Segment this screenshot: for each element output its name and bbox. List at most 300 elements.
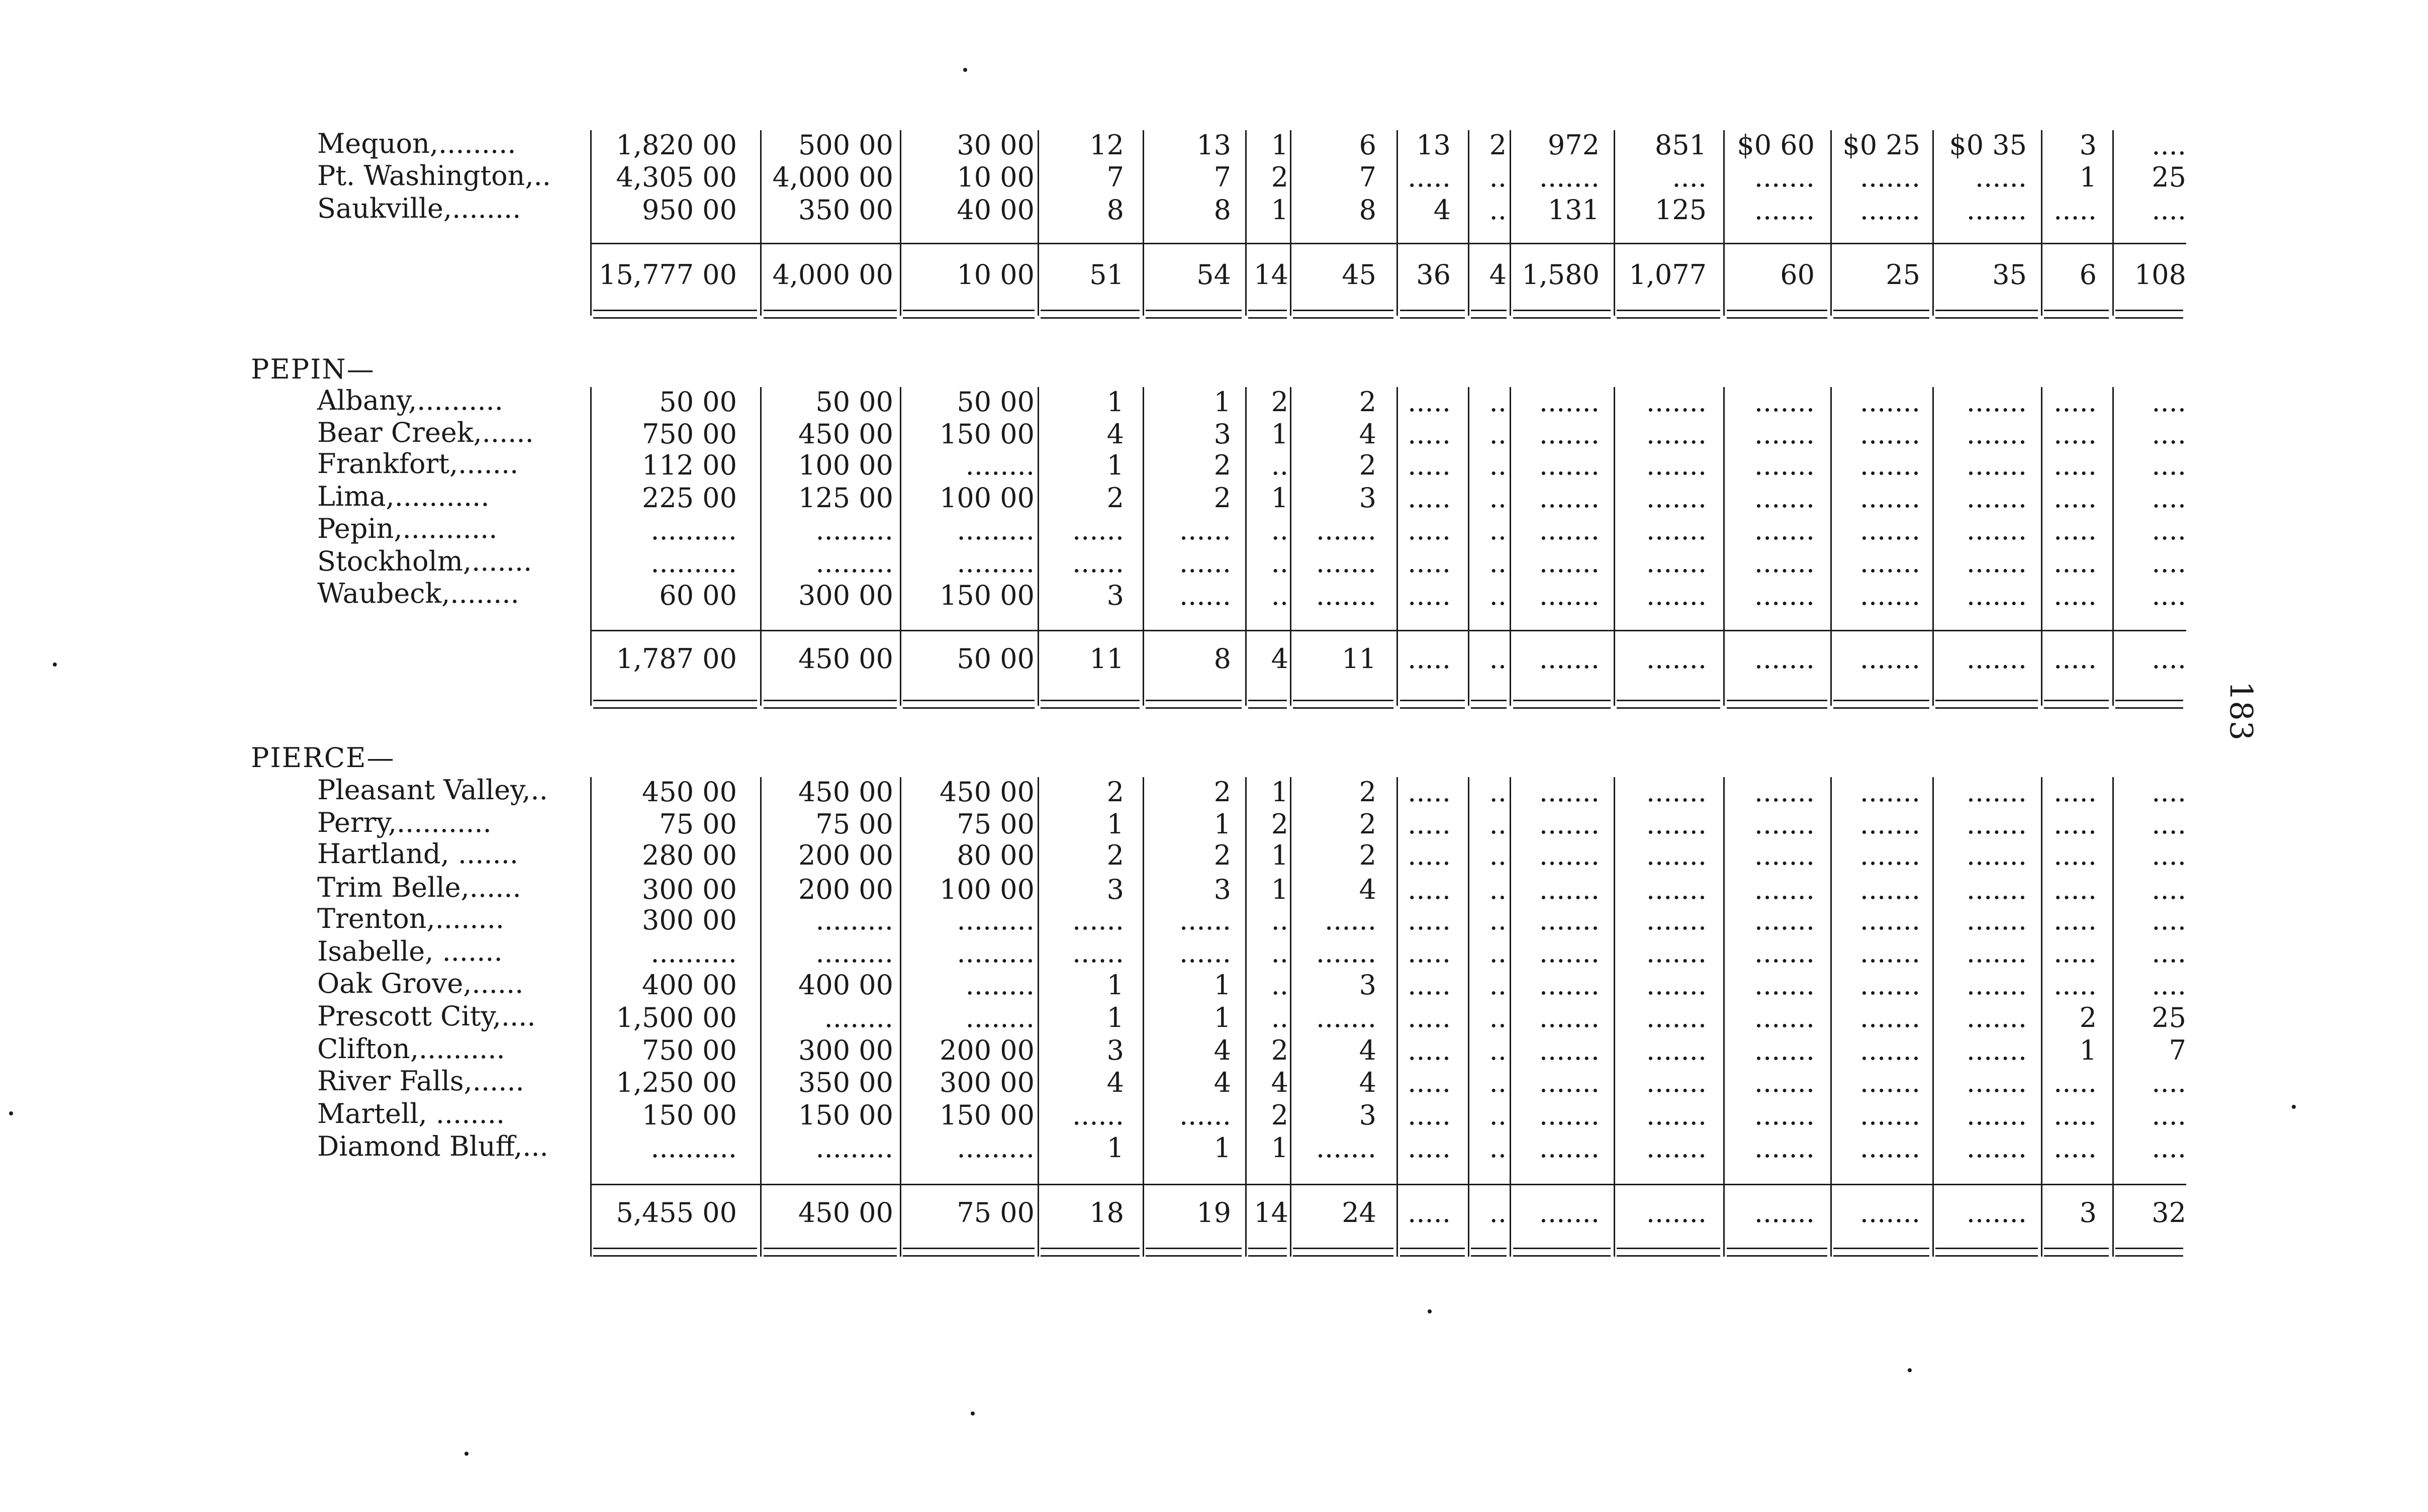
table-cell: ........	[965, 969, 1035, 1001]
table-cell: .......	[1646, 1099, 1707, 1131]
table-cell: .....	[1408, 449, 1451, 481]
table-cell: .......	[1539, 937, 1600, 969]
table-cell: 2	[1359, 776, 1376, 808]
ink-speck	[1908, 1368, 1912, 1372]
table-cell: .......	[1646, 839, 1707, 871]
table-cell: 450 00	[798, 418, 893, 450]
table-cell: .......	[1646, 1132, 1707, 1164]
double-rule-bottom	[1400, 1255, 1465, 1257]
table-cell: .......	[1754, 580, 1815, 611]
double-rule-bottom	[764, 1255, 897, 1257]
table-cell: .......	[1754, 874, 1815, 905]
table-cell: ..........	[650, 514, 737, 546]
table-cell: .......	[1966, 969, 2027, 1001]
table-cell: .......	[1316, 580, 1376, 611]
double-rule-top	[1041, 700, 1140, 701]
table-cell: .......	[1754, 482, 1815, 514]
table-cell: 8	[1213, 643, 1231, 675]
double-rule-bottom	[764, 707, 897, 709]
table-cell: .......	[1754, 1034, 1815, 1066]
table-cell: .......	[1754, 449, 1815, 481]
table-cell: 2	[1213, 482, 1231, 514]
row-label: Albany,..........	[317, 385, 503, 416]
double-rule-bottom	[2044, 707, 2109, 709]
double-rule-top	[1833, 1248, 1929, 1249]
column-rule	[2041, 130, 2042, 316]
table-cell: 11	[1089, 643, 1124, 675]
table-cell: .......	[1859, 449, 1920, 481]
double-rule-top	[1471, 700, 1507, 701]
double-rule-bottom	[1513, 1255, 1611, 1257]
table-cell: .......	[1646, 514, 1707, 546]
double-rule-bottom	[1471, 317, 1507, 319]
double-rule-top	[593, 1248, 757, 1249]
column-rule	[1038, 130, 1039, 316]
table-cell: .......	[1966, 839, 2027, 871]
column-rule	[1614, 130, 1615, 316]
table-cell: .......	[1859, 874, 1920, 905]
table-cell: 4	[1271, 643, 1288, 675]
column-rule	[1143, 130, 1144, 316]
double-rule-top	[1617, 700, 1720, 701]
table-cell: .....	[2053, 937, 2097, 969]
table-cell: .....	[2053, 776, 2097, 808]
column-rule	[590, 130, 592, 316]
table-cell: 32	[2152, 1197, 2186, 1228]
double-rule-top	[1617, 310, 1720, 311]
table-cell: 300 00	[798, 1034, 893, 1066]
column-rule	[900, 777, 901, 1257]
row-label: Pleasant Valley,..	[317, 774, 548, 806]
table-cell: .......	[1646, 874, 1707, 905]
table-cell: .......	[1859, 1067, 1920, 1098]
table-cell: .....	[1408, 418, 1451, 450]
table-cell: ......	[1179, 937, 1231, 969]
table-cell: 300 00	[642, 904, 737, 936]
double-rule-bottom	[1471, 707, 1507, 709]
column-rule	[1396, 387, 1398, 706]
table-cell: 75 00	[957, 1197, 1035, 1228]
table-cell: .......	[1539, 580, 1600, 611]
table-cell: .......	[1966, 1099, 2027, 1131]
table-cell: .......	[1646, 643, 1707, 675]
row-label: Trenton,........	[317, 903, 505, 934]
table-cell: .........	[957, 904, 1035, 936]
double-rule-top	[593, 700, 757, 701]
table-cell: .....	[1408, 1002, 1451, 1033]
table-cell: .......	[1754, 937, 1815, 969]
table-cell: 45	[1342, 259, 1376, 291]
double-rule-top	[764, 310, 897, 311]
table-cell: ..........	[650, 547, 737, 579]
table-cell: .......	[1646, 1067, 1707, 1098]
double-rule-top	[1400, 700, 1465, 701]
table-cell: .....	[1408, 161, 1451, 193]
double-rule-top	[1513, 1248, 1611, 1249]
double-rule-bottom	[1248, 707, 1287, 709]
table-cell: 950 00	[642, 194, 737, 226]
table-cell: ..	[1271, 937, 1288, 969]
table-cell: .......	[1859, 418, 1920, 450]
column-rule	[900, 387, 901, 706]
double-rule-top	[593, 310, 757, 311]
double-rule-bottom	[764, 317, 897, 319]
row-label: Stockholm,.......	[317, 545, 532, 577]
double-rule-top	[1471, 310, 1507, 311]
table-cell: .......	[1539, 839, 1600, 871]
ink-speck	[53, 663, 57, 667]
table-cell: 150 00	[940, 418, 1035, 450]
section-title-pierce: PIERCE—	[251, 742, 395, 774]
table-cell: .....	[1408, 547, 1451, 579]
table-cell: 450 00	[940, 776, 1035, 808]
table-cell: .....	[1408, 1197, 1451, 1228]
row-label: Saukville,........	[317, 193, 521, 224]
row-label: River Falls,......	[317, 1065, 524, 1097]
column-rule	[1038, 777, 1039, 1257]
table-cell: .....	[2053, 1099, 2097, 1131]
table-cell: .......	[1966, 580, 2027, 611]
table-cell: .......	[1646, 937, 1707, 969]
table-cell: 75 00	[815, 808, 893, 840]
section-title-pepin: PEPIN—	[251, 353, 375, 385]
table-cell: .......	[1966, 808, 2027, 840]
table-cell: .....	[1408, 482, 1451, 514]
table-cell: ......	[1072, 547, 1124, 579]
table-cell: .......	[1859, 808, 1920, 840]
table-cell: .......	[1859, 839, 1920, 871]
table-cell: .......	[1539, 643, 1600, 675]
table-cell: 450 00	[798, 643, 893, 675]
table-cell: .....	[2053, 808, 2097, 840]
table-cell: 450 00	[798, 776, 893, 808]
column-rule	[1830, 387, 1832, 706]
table-cell: .....	[1408, 1034, 1451, 1066]
row-label: Pepin,...........	[317, 513, 498, 544]
table-cell: .......	[1646, 482, 1707, 514]
table-cell: 2	[1213, 449, 1231, 481]
table-cell: .....	[1408, 904, 1451, 936]
column-rule	[1510, 387, 1511, 706]
table-cell: .........	[815, 1132, 893, 1164]
table-cell: 1	[1271, 418, 1288, 450]
table-cell: .......	[1754, 839, 1815, 871]
table-cell: 1	[1106, 969, 1124, 1001]
table-cell: .....	[2053, 839, 2097, 871]
table-cell: 112 00	[642, 449, 737, 481]
column-rule	[2041, 777, 2042, 1257]
table-cell: ....	[2152, 580, 2186, 611]
table-cell: 10 00	[957, 259, 1035, 291]
table-cell: .....	[2053, 904, 2097, 936]
table-cell: 150 00	[940, 580, 1035, 611]
table-cell: ..	[1489, 969, 1507, 1001]
table-cell: 280 00	[642, 839, 737, 871]
table-cell: ....	[2152, 449, 2186, 481]
table-cell: 200 00	[798, 874, 893, 905]
ink-speck	[1428, 1309, 1432, 1313]
double-rule-bottom	[903, 1255, 1035, 1257]
table-cell: ....	[2152, 643, 2186, 675]
row-label: Prescott City,....	[317, 1000, 536, 1032]
double-rule-bottom	[903, 707, 1035, 709]
table-cell: ....	[2152, 514, 2186, 546]
double-rule-bottom	[2044, 317, 2109, 319]
table-cell: 50 00	[957, 643, 1035, 675]
table-cell: .......	[1966, 1067, 2027, 1098]
table-cell: ....	[2152, 969, 2186, 1001]
table-cell: .......	[1539, 514, 1600, 546]
double-rule-top	[1146, 1248, 1242, 1249]
table-cell: 125	[1654, 194, 1707, 226]
table-cell: .......	[1539, 1099, 1600, 1131]
table-cell: .....	[1408, 839, 1451, 871]
table-cell: .......	[1316, 514, 1376, 546]
table-cell: ..	[1489, 418, 1507, 450]
table-cell: .......	[1754, 1067, 1815, 1098]
table-cell: .......	[1754, 643, 1815, 675]
table-cell: .......	[1859, 386, 1920, 418]
double-rule-bottom	[1617, 317, 1720, 319]
table-cell: ......	[1179, 514, 1231, 546]
column-rule	[1614, 777, 1615, 1257]
double-rule-top	[1471, 1248, 1507, 1249]
table-cell: 1	[1213, 386, 1231, 418]
table-cell: 25	[1886, 259, 1920, 291]
table-cell: .......	[1859, 1197, 1920, 1228]
table-cell: .......	[1539, 969, 1600, 1001]
table-cell: .....	[1408, 937, 1451, 969]
table-cell: 1	[1271, 129, 1288, 161]
table-cell: .......	[1754, 1002, 1815, 1033]
table-cell: ..	[1489, 161, 1507, 193]
table-cell: 8	[1213, 194, 1231, 226]
table-cell: .........	[957, 1132, 1035, 1164]
double-rule-bottom	[1727, 1255, 1827, 1257]
table-cell: 50 00	[957, 386, 1035, 418]
table-cell: .......	[1539, 386, 1600, 418]
table-cell: 1	[1271, 482, 1288, 514]
subtotal-rule	[590, 243, 2186, 244]
table-cell: .......	[1539, 418, 1600, 450]
table-cell: .....	[1408, 1132, 1451, 1164]
table-cell: ......	[1179, 547, 1231, 579]
table-cell: 13	[1416, 129, 1451, 161]
table-cell: 4	[1359, 1034, 1376, 1066]
table-cell: 14	[1254, 259, 1288, 291]
double-rule-bottom	[2115, 1255, 2183, 1257]
table-cell: .......	[1966, 449, 2027, 481]
table-cell: .......	[1859, 904, 1920, 936]
double-rule-bottom	[1293, 1255, 1393, 1257]
double-rule-bottom	[1727, 317, 1827, 319]
table-cell: ..	[1489, 776, 1507, 808]
table-cell: .....	[1408, 386, 1451, 418]
table-cell: .......	[1754, 547, 1815, 579]
table-cell: .......	[1646, 449, 1707, 481]
double-rule-top	[1293, 310, 1393, 311]
table-cell: .......	[1539, 482, 1600, 514]
table-cell: .....	[2053, 418, 2097, 450]
table-cell: 3	[1359, 482, 1376, 514]
table-cell: .......	[1859, 161, 1920, 193]
table-cell: ..	[1489, 937, 1507, 969]
table-cell: 13	[1196, 129, 1231, 161]
row-label: Diamond Bluff,...	[317, 1130, 548, 1162]
double-rule-top	[2044, 1248, 2109, 1249]
table-cell: $0 60	[1737, 129, 1815, 161]
table-cell: 972	[1547, 129, 1600, 161]
table-cell: 80 00	[957, 839, 1035, 871]
table-cell: .......	[1646, 1034, 1707, 1066]
column-rule	[1143, 387, 1144, 706]
table-cell: 1	[2079, 1034, 2097, 1066]
table-cell: .......	[1539, 1002, 1600, 1033]
table-cell: ........	[965, 1002, 1035, 1033]
table-cell: 2	[1106, 776, 1124, 808]
table-cell: 3	[1106, 580, 1124, 611]
ink-speck	[971, 1411, 975, 1415]
table-cell: .......	[1754, 1099, 1815, 1131]
table-cell: 3	[1359, 1099, 1376, 1131]
column-rule	[1932, 777, 1934, 1257]
table-cell: 4	[1213, 1034, 1231, 1066]
column-rule	[1396, 777, 1398, 1257]
column-rule	[1932, 130, 1934, 316]
table-cell: 2	[1359, 449, 1376, 481]
column-rule	[590, 387, 592, 706]
table-cell: .......	[1316, 1132, 1376, 1164]
table-cell: .....	[2053, 547, 2097, 579]
row-label: Martell, ........	[317, 1098, 505, 1129]
table-cell: ..	[1489, 194, 1507, 226]
table-cell: 125 00	[798, 482, 893, 514]
table-cell: 2	[1213, 839, 1231, 871]
table-cell: .......	[1859, 514, 1920, 546]
table-cell: .....	[2053, 514, 2097, 546]
table-cell: 25	[2152, 1002, 2186, 1033]
table-cell: .......	[1754, 904, 1815, 936]
table-cell: 25	[2152, 161, 2186, 193]
table-cell: .......	[1754, 386, 1815, 418]
table-cell: .....	[2053, 194, 2097, 226]
table-cell: .....	[2053, 643, 2097, 675]
table-cell: $0 35	[1949, 129, 2027, 161]
table-cell: .......	[1646, 808, 1707, 840]
table-cell: 4	[1106, 418, 1124, 450]
table-cell: .......	[1539, 1197, 1600, 1228]
table-cell: .......	[1859, 1132, 1920, 1164]
table-cell: 100 00	[798, 449, 893, 481]
table-cell: 19	[1196, 1197, 1231, 1228]
table-cell: .......	[1316, 937, 1376, 969]
double-rule-top	[1293, 700, 1393, 701]
double-rule-top	[1727, 1248, 1827, 1249]
column-rule	[760, 130, 762, 316]
double-rule-top	[764, 700, 897, 701]
table-cell: ....	[1672, 161, 1707, 193]
table-cell: ..	[1489, 547, 1507, 579]
ink-speck	[464, 1452, 469, 1456]
table-cell: 54	[1196, 259, 1231, 291]
table-cell: 75 00	[659, 808, 737, 840]
table-cell: .......	[1859, 643, 1920, 675]
table-cell: 4	[1433, 194, 1451, 226]
table-cell: 1	[1213, 1132, 1231, 1164]
table-cell: ....	[2152, 1067, 2186, 1098]
table-cell: ......	[1179, 1099, 1231, 1131]
row-label: Trim Belle,......	[317, 872, 521, 903]
table-cell: .....	[2053, 482, 2097, 514]
table-cell: 2	[1359, 386, 1376, 418]
table-cell: 150 00	[798, 1099, 893, 1131]
table-cell: ..	[1271, 580, 1288, 611]
table-cell: 1,077	[1629, 259, 1707, 291]
column-rule	[1038, 387, 1039, 706]
table-cell: 200 00	[798, 839, 893, 871]
double-rule-top	[1248, 310, 1287, 311]
double-rule-top	[1248, 1248, 1287, 1249]
table-cell: 4,000 00	[772, 161, 893, 193]
table-cell: .........	[815, 547, 893, 579]
column-rule	[900, 130, 901, 316]
table-cell: 300 00	[798, 580, 893, 611]
table-cell: 24	[1342, 1197, 1376, 1228]
row-label: Perry,...........	[317, 807, 492, 838]
double-rule-top	[1727, 700, 1827, 701]
column-rule	[1468, 130, 1469, 316]
table-cell: .......	[1539, 776, 1600, 808]
table-cell: 7	[2169, 1034, 2186, 1066]
row-label: Clifton,..........	[317, 1033, 505, 1065]
table-cell: 1	[1106, 1132, 1124, 1164]
double-rule-top	[2044, 700, 2109, 701]
column-rule	[1830, 777, 1832, 1257]
table-cell: 108	[2134, 259, 2186, 291]
table-cell: ..	[1271, 514, 1288, 546]
table-cell: ........	[965, 449, 1035, 481]
column-rule	[760, 387, 762, 706]
table-cell: ..........	[650, 1132, 737, 1164]
table-cell: .......	[1966, 514, 2027, 546]
table-cell: 1	[2079, 161, 2097, 193]
table-cell: .......	[1539, 1132, 1600, 1164]
row-label: Lima,...........	[317, 481, 490, 512]
table-cell: ..	[1271, 547, 1288, 579]
table-cell: 150 00	[642, 1099, 737, 1131]
table-cell: .......	[1966, 1002, 2027, 1033]
table-cell: 3	[1213, 418, 1231, 450]
double-rule-top	[2115, 310, 2183, 311]
table-cell: .......	[1966, 1197, 2027, 1228]
table-cell: .....	[1408, 1099, 1451, 1131]
table-cell: ......	[1072, 514, 1124, 546]
table-cell: .......	[1754, 418, 1815, 450]
row-label: Pt. Washington,..	[317, 160, 551, 192]
double-rule-top	[2044, 310, 2109, 311]
table-cell: 7	[1359, 161, 1376, 193]
table-cell: .......	[1966, 547, 2027, 579]
table-cell: .......	[1966, 874, 2027, 905]
table-cell: .......	[1316, 1002, 1376, 1033]
table-cell: 1	[1213, 808, 1231, 840]
table-cell: ..	[1489, 643, 1507, 675]
table-cell: .....	[2053, 386, 2097, 418]
double-rule-bottom	[593, 707, 757, 709]
table-cell: 1	[1271, 194, 1288, 226]
table-cell: 1	[1106, 386, 1124, 418]
table-cell: 1,787 00	[616, 643, 737, 675]
